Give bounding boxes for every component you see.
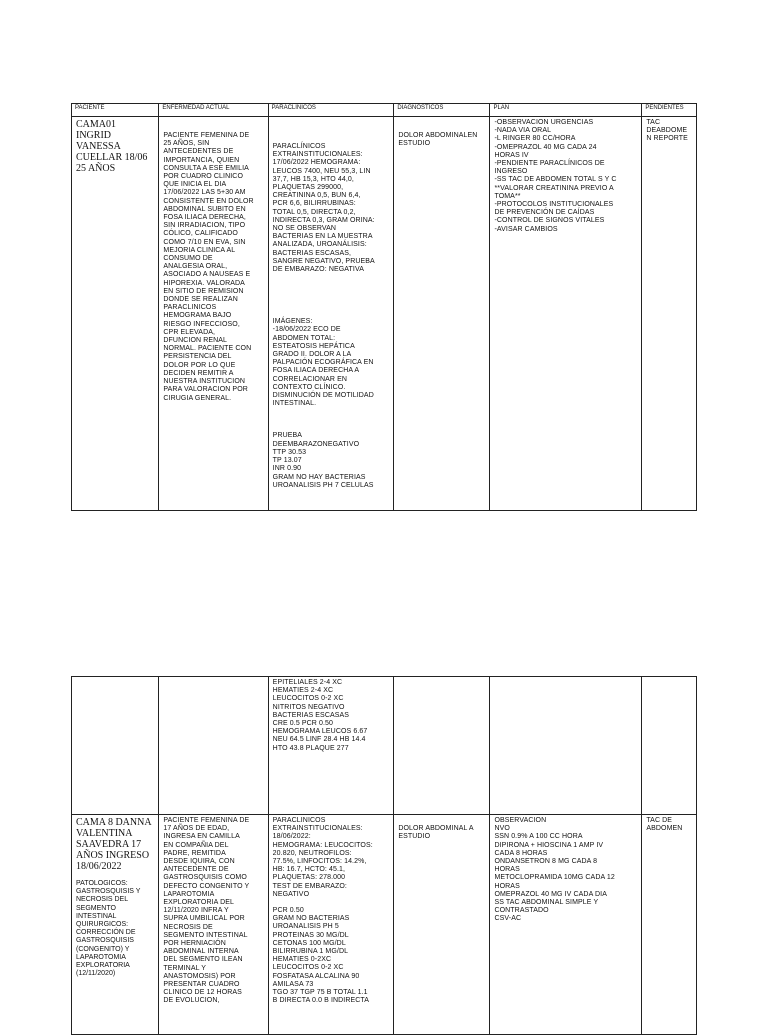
header-pendientes: PENDIENTES <box>642 104 697 117</box>
table-row <box>72 117 697 511</box>
pregnancy-text: PRUEBA DEEMBARAZONEGATIVO TTP 30.53 TP 13.07 INR 0.90 GRAM NO HAY BACTERIAS UROANALISIS PH 7 CELULAS <box>272 432 374 489</box>
header-enfermedad-actual: ENFERMEDAD ACTUAL <box>159 104 268 117</box>
illness-cell <box>159 815 268 1035</box>
diagnosis-cell <box>394 815 490 1035</box>
patient-cell <box>72 117 159 511</box>
illness-text: PACIENTE FEMENINA DE 25 AÑOS, SIN ANTECEDENTES DE IMPORTANCIA, QUIEN CONSULTA A ESE EMILIA POR CUADRO CLINICO QUE INICIA EL DIA 17/06/2022 LAS 5+30 AM CONSISTENTE EN DOLOR ABDOMINAL SUBITO EN FOSA ILIACA DERECHA, SIN IRRADIACION, TIPO CÓLICO, CALIFICADO COMO 7/10 EN EVA, SIN MEJORIA CLINICA AL CONSUMO DE ANALGESIA ORAL, ASOCIADO A NAUSEAS E HIPOREXIA. VALORADA EN SITIO DE REMISION DONDE SE REALIZAN PARACLINICOS HEMOGRAMA BAJO RIESGO INFECCIOSO, CPR ELEVADA, DFUNCION RENAL NORMAL. PACIENTE CON PERSISTENCIA DEL DOLOR POR LO QUE DECIDEN REMITIR A NUESTRA INSTITUCION PARA VALORACION POR CIRUGIA GENERAL. <box>163 132 254 402</box>
header-diagnosticos: DIAGNOSTICOS <box>394 104 490 117</box>
pending-text: TAC DEABDOME N REPORTE <box>646 119 688 143</box>
plan-cell <box>490 815 642 1035</box>
plan-text: -OBSERVACION URGENCIAS -NADA VIA ORAL -L RINGER 80 CC/HORA -OMEPRAZOL 40 MG CADA 24 HORAS IV -PENDIENTE PARACLÍNICOS DE INGRESO -SS TAC DE ABDOMEN TOTAL S Y C **VALORAR CREATININA PREVIO A TOMA** -PROTOCOLOS INSTITUCIONALES DE PREVENCIÓN DE CAÍDAS -CONTROL DE SIGNOS VITALES -AVISAR CAMBIOS <box>494 119 617 233</box>
patient-cell <box>72 815 159 1035</box>
header-row <box>72 104 697 117</box>
labs-text-2: PCR 0.50 GRAM NO BACTERIAS UROANALISIS PH 5 PROTEINAS 30 MG/DL CETONAS 100 MG/DL BILIRRUBINA 1 MG/DL HEMATIES 0-2XC LEUCOCITOS 0-2 XC FOSFATASA ALCALINA 90 AMILASA 73 TGO 37 TGP 75 B TOTAL 1.1 B DIRECTA 0.0 B INDIRECTA <box>272 907 370 1005</box>
patient-table-2 <box>71 676 697 1035</box>
patient-name: CAMA 8 DANNA VALENTINA SAAVEDRA 17 AÑOS INGRESO 18/06/2022 <box>76 817 152 872</box>
pending-text: TAC DE ABDOMEN <box>646 817 683 833</box>
pending-cell <box>642 815 697 1035</box>
pending-cell <box>642 117 697 511</box>
table-row <box>72 677 697 815</box>
patient-history: PATOLOGICOS: GASTROSQUISIS Y NECROSIS DEL SEGMENTO INTESTINAL QUIRURGICOS: CORRECCIÓN DE GASTROSQUISIS (CONGENITO) Y LAPAROTOMIA EXPLORATORIA (12/11/2020) <box>76 880 141 978</box>
labs-text: PARACLÍNICOS EXTRAINSTITUCIONALES: 17/06/2022 HEMOGRAMA: LEUCOS 7400, NEU 55,3, LIN 37,7, HB 15,3, HTO 44,0, PLAQUETAS 299000, CREATININA 0,5, BUN 6,4, PCR 6,6, BILIRRUBINAS: TOTAL 0,5, DIRECTA 0,2, INDIRECTA 0,3, GRAM ORINA: NO SE OBSERVAN BACTERIAS EN LA MUESTRA ANALIZADA, UROANÁLISIS: BACTERIAS ESCASAS, SANGRE NEGATIVO, PRUEBA DE EMBARAZO: NEGATIVA <box>272 143 375 274</box>
header-paciente: PACIENTE <box>72 104 159 117</box>
labs-cell <box>268 815 394 1035</box>
plan-cell <box>490 117 642 511</box>
diagnosis-text: DOLOR ABDOMINAL A ESTUDIO <box>398 825 474 841</box>
labs-text: PARACLINICOS EXTRAINSTITUCIONALES: 18/06/2022: HEMOGRAMA: LEUCOCITOS: 20.820, NEUTROFILOS: 77.5%, LINFOCITOS: 14.2%, HB: 16.7, HCTO: 45.1, PLAQUETAS: 278.000 TEST DE EMBARAZO: NEGATIVO <box>272 817 373 898</box>
patient-name: CAMA01 INGRID VANESSA CUELLAR 18/06 25 AÑOS <box>76 119 148 174</box>
table-row <box>72 815 697 1035</box>
patient-table-1 <box>71 103 697 511</box>
illness-cell <box>159 117 268 511</box>
images-text: IMÁGENES: -18/06/2022 ECO DE ABDOMEN TOTAL: ESTEATOSIS HEPÁTICA GRADO II. DOLOR A LA PALPACIÓN ECOGRÁFICA EN FOSA ILIACA DERECHA A CORRELACIONAR EN CONTEXTO CLÍNICO. DISMINUCIÓN DE MOTILIDAD INTESTINAL. <box>272 318 374 408</box>
plan-text: OBSERVACION NVO SSN 0.9% A 100 CC HORA DIPIRONA + HIOSCINA 1 AMP IV CADA 8 HORAS ONDANSETRON 8 MG CADA 8 HORAS METOCLOPRAMIDA 10MG CADA 12 HORAS OMEPRAZOL 40 MG IV CADA DIA SS TAC ABDOMINAL SIMPLE Y CONTRASTADO CSV-AC <box>494 817 615 923</box>
header-plan: PLAN <box>490 104 642 117</box>
header-paraclinicos: PARACLINICOS <box>268 104 394 117</box>
diagnosis-cell <box>394 117 490 511</box>
illness-text: PACIENTE FEMENINA DE 17 AÑOS DE EDAD, INGRESA EN CAMILLA EN COMPAÑIA DEL PADRE, REMITIDA DESDE IQUIRA, CON ANTECEDENTE DE GASTROSQUISIS COMO DEFECTO CONGENITO Y LAPAROTOMIA EXPLORATORIA DEL 12/11/2020 INFRA Y SUPRA UMBILICAL POR NECROSIS DE SEGMENTO INTESTINAL POR HERNIACIÓN ABDOMINAL INTERNA DEL SEGMENTO ILEAN TERMINAL Y ANASTOMOSIS) POR PRESENTAR CUADRO CLINICO DE 12 HORAS DE EVOLUCION, <box>163 817 250 1005</box>
labs-cell <box>268 117 394 511</box>
labs-continuation-text: EPITELIALES 2-4 XC HEMATIES 2-4 XC LEUCOCITOS 0-2 XC NITRITOS NEGATIVO BACTERIAS ESCASAS CRE 0.5 PCR 0.50 HEMOGRAMA LEUCOS 6.67 NEU 64.5 LINF 28.4 HB 14.4 HTO 43.8 PLAQUE 277 <box>272 679 368 752</box>
diagnosis-text: DOLOR ABDOMINALEN ESTUDIO <box>398 132 478 148</box>
labs-continuation-cell <box>268 677 394 815</box>
